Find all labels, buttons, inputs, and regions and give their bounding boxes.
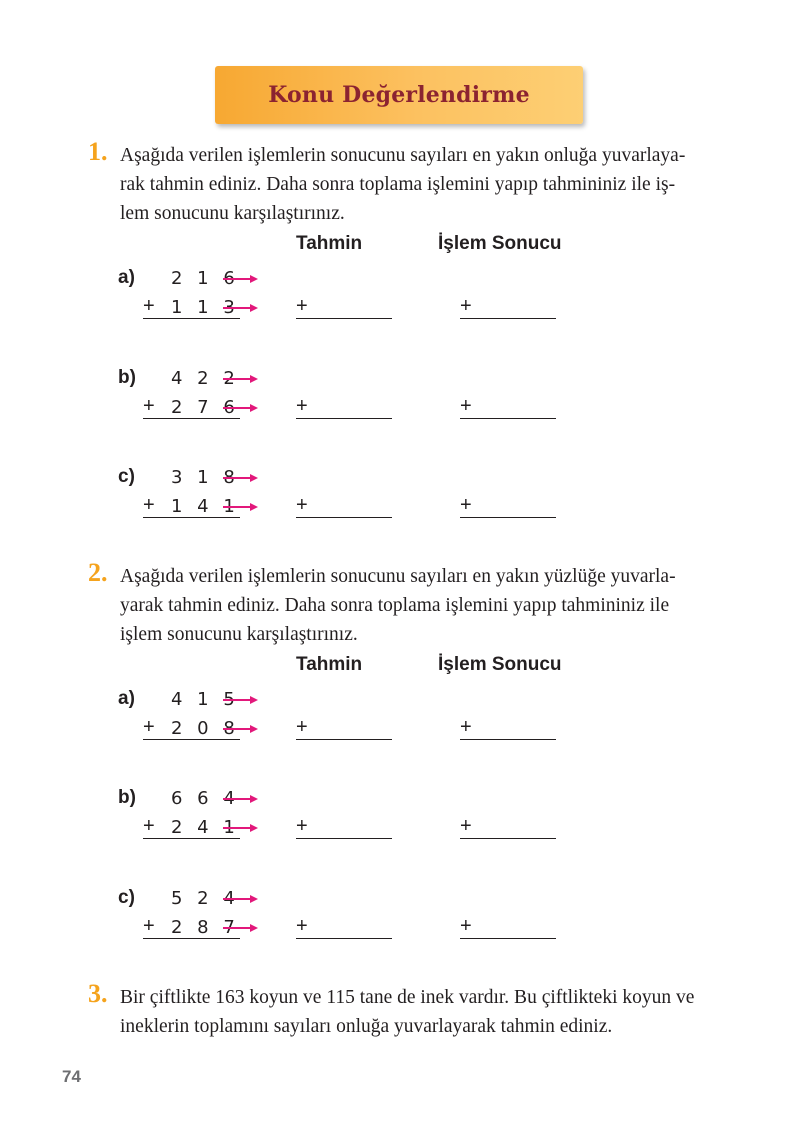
question-1-line-3: lem sonucunu karşılaştırınız. <box>120 203 345 224</box>
addend-top: 3 1 8 <box>171 467 240 488</box>
question-1-estimate-header: Tahmin <box>296 233 363 254</box>
result-answer-line[interactable] <box>460 418 556 419</box>
result-answer-line[interactable] <box>460 838 556 839</box>
question-3-number: 3. <box>88 979 108 1008</box>
arrow-right-icon <box>223 273 259 285</box>
addend-bottom: 2 0 8 <box>171 718 240 739</box>
question-1-line-1: Aşağıda verilen işlemlerin sonucunu sayıları en yakın onluğa yuvarlaya- <box>120 145 686 166</box>
question-2-result-header: İşlem Sonucu <box>438 654 562 675</box>
question-1-number: 1. <box>88 137 108 166</box>
problem-label: b) <box>118 367 136 388</box>
result-plus-sign: + <box>460 815 472 837</box>
question-1-text <box>120 141 750 228</box>
q1-problem-a <box>0 267 800 347</box>
arrow-right-icon <box>223 893 259 905</box>
estimate-answer-line[interactable] <box>296 418 392 419</box>
plus-sign: + <box>143 815 155 837</box>
result-plus-sign: + <box>460 716 472 738</box>
addend-bottom: 2 7 6 <box>171 397 240 418</box>
estimate-plus-sign: + <box>296 716 308 738</box>
sum-line <box>143 318 240 319</box>
question-2-line-2: yarak tahmin ediniz. Daha sonra toplama işlemini yapıp tahmininiz ile <box>120 595 670 616</box>
addend-top: 2 1 6 <box>171 268 240 289</box>
arrow-right-icon <box>223 922 259 934</box>
result-answer-line[interactable] <box>460 318 556 319</box>
title-banner <box>215 66 583 124</box>
estimate-plus-sign: + <box>296 815 308 837</box>
addend-bottom: 2 4 1 <box>171 817 240 838</box>
sum-line <box>143 517 240 518</box>
q1-problem-c <box>0 466 800 546</box>
estimate-plus-sign: + <box>296 494 308 516</box>
result-answer-line[interactable] <box>460 517 556 518</box>
question-2-line-1: Aşağıda verilen işlemlerin sonucunu sayıları en yakın yüzlüğe yuvarla- <box>120 566 676 587</box>
arrow-right-icon <box>223 402 259 414</box>
result-plus-sign: + <box>460 295 472 317</box>
plus-sign: + <box>143 295 155 317</box>
question-3-line-2: ineklerin toplamını sayıları onluğa yuvarlayarak tahmin ediniz. <box>120 1016 613 1037</box>
sum-line <box>143 838 240 839</box>
result-plus-sign: + <box>460 915 472 937</box>
estimate-answer-line[interactable] <box>296 938 392 939</box>
plus-sign: + <box>143 716 155 738</box>
arrow-right-icon <box>223 793 259 805</box>
plus-sign: + <box>143 494 155 516</box>
page-title: Konu Değerlendirme <box>268 82 530 108</box>
q2-problem-b <box>0 787 800 867</box>
result-answer-line[interactable] <box>460 938 556 939</box>
arrow-right-icon <box>223 373 259 385</box>
plus-sign: + <box>143 395 155 417</box>
sum-line <box>143 418 240 419</box>
question-2-line-3: işlem sonucunu karşılaştırınız. <box>120 624 358 645</box>
problem-label: c) <box>118 887 135 908</box>
question-1-line-2: rak tahmin ediniz. Daha sonra toplama işlemini yapıp tahmininiz ile iş- <box>120 174 676 195</box>
addend-top: 4 1 5 <box>171 689 240 710</box>
estimate-answer-line[interactable] <box>296 838 392 839</box>
estimate-answer-line[interactable] <box>296 517 392 518</box>
q2-problem-c <box>0 887 800 967</box>
addend-top: 5 2 4 <box>171 888 240 909</box>
question-3-line-1: Bir çiftlikte 163 koyun ve 115 tane de inek vardır. Bu çiftlikteki koyun ve <box>120 987 695 1008</box>
question-1-result-header: İşlem Sonucu <box>438 233 562 254</box>
result-plus-sign: + <box>460 395 472 417</box>
estimate-answer-line[interactable] <box>296 318 392 319</box>
estimate-plus-sign: + <box>296 295 308 317</box>
arrow-right-icon <box>223 822 259 834</box>
addend-top: 6 6 4 <box>171 788 240 809</box>
estimate-plus-sign: + <box>296 395 308 417</box>
addend-bottom: 1 4 1 <box>171 496 240 517</box>
arrow-right-icon <box>223 501 259 513</box>
plus-sign: + <box>143 915 155 937</box>
sum-line <box>143 938 240 939</box>
addend-bottom: 2 8 7 <box>171 917 240 938</box>
problem-label: a) <box>118 267 135 288</box>
problem-label: b) <box>118 787 136 808</box>
sum-line <box>143 739 240 740</box>
q1-problem-b <box>0 367 800 447</box>
result-answer-line[interactable] <box>460 739 556 740</box>
estimate-plus-sign: + <box>296 915 308 937</box>
addend-top: 4 2 2 <box>171 368 240 389</box>
estimate-answer-line[interactable] <box>296 739 392 740</box>
arrow-right-icon <box>223 302 259 314</box>
question-2-text <box>120 562 750 649</box>
result-plus-sign: + <box>460 494 472 516</box>
arrow-right-icon <box>223 472 259 484</box>
question-2-estimate-header: Tahmin <box>296 654 363 675</box>
question-3-text <box>120 983 750 1041</box>
page-number: 74 <box>62 1067 81 1086</box>
arrow-right-icon <box>223 723 259 735</box>
addend-bottom: 1 1 3 <box>171 297 240 318</box>
q2-problem-a <box>0 688 800 768</box>
problem-label: a) <box>118 688 135 709</box>
question-2-number: 2. <box>88 558 108 587</box>
problem-label: c) <box>118 466 135 487</box>
arrow-right-icon <box>223 694 259 706</box>
